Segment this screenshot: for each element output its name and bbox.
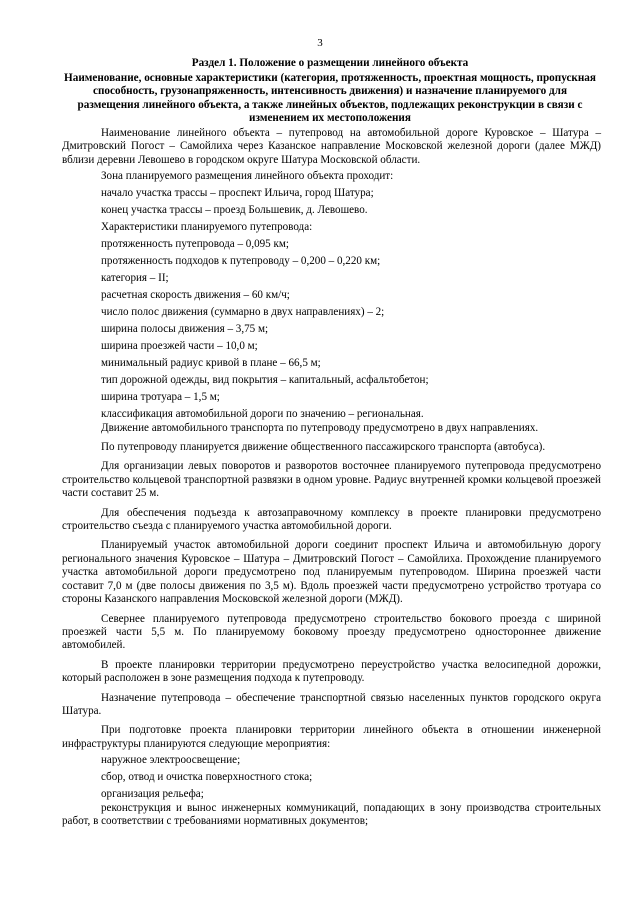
measure-item: наружное электроосвещение; bbox=[101, 754, 241, 767]
characteristic-item: число полос движения (суммарно в двух направлениях) – 2; bbox=[101, 306, 385, 319]
side-passage-paragraph: Севернее планируемого путепровода предусмотрено строительство бокового проезда с шириной проезжей части 5,5 м. По планируемому боковому проезду предусмотрено одностороннее движение автомобилей. bbox=[62, 612, 601, 652]
zone-end-item: конец участка трассы – проезд Большевик, д. Левошево. bbox=[101, 204, 368, 217]
intro-paragraph: Наименование линейного объекта – путепровод на автомобильной дороге Куровское – Шатура – Дмитровский Погост – Самойлиха через Казанское направление Московской железной дороги (далее МЖД) вблизи деревни Левошево в городском округе Шатура Московской области. bbox=[62, 127, 601, 166]
characteristic-item: протяженность путепровода – 0,095 км; bbox=[101, 238, 289, 251]
connection-paragraph: Планируемый участок автомобильной дороги соединит проспект Ильича и автомобильную дорогу регионального значения Куровское – Шатура – Дмитровский Погост – Самойлиха. Прохождение планируемого участка автомобильной дороги предусмотрено под планируемым путепроводом. Ширина проезжей части составит 7,0 м (две полосы движения по 3,5 м). Вдоль проезжей части предусмотрено устройство тротуара со стороны Казанского направления Московской железной дороги (МЖД). bbox=[62, 539, 601, 606]
measure-item: сбор, отвод и очистка поверхностного стока; bbox=[101, 771, 313, 784]
characteristic-item: тип дорожной одежды, вид покрытия – капитальный, асфальтобетон; bbox=[101, 374, 429, 387]
relocation-paragraph: реконструкция и вынос инженерных коммуникаций, попадающих в зону производства строительных работ, в соответствии с требованиями нормативных документов; bbox=[62, 801, 601, 827]
characteristic-item: ширина полосы движения – 3,75 м; bbox=[101, 323, 269, 336]
purpose-paragraph: Назначение путепровода – обеспечение транспортной связью населенных пунктов городского округа Шатура. bbox=[62, 691, 601, 717]
characteristic-item: категория – II; bbox=[101, 272, 169, 285]
characteristics-heading: Характеристики планируемого путепровода: bbox=[101, 221, 313, 234]
characteristic-item: ширина проезжей части – 10,0 м; bbox=[101, 340, 258, 353]
document-body bbox=[62, 127, 601, 828]
characteristic-item: протяженность подходов к путепроводу – 0,200 – 0,220 км; bbox=[101, 255, 381, 268]
zone-heading: Зона планируемого размещения линейного объекта проходит: bbox=[101, 170, 394, 183]
measure-item: организация рельефа; bbox=[101, 788, 204, 801]
characteristic-item: классификация автомобильной дороги по значению – региональная. bbox=[101, 408, 424, 421]
section-title: Раздел 1. Положение о размещении линейного объекта bbox=[191, 57, 469, 69]
roundabout-paragraph: Для организации левых поворотов и разворотов восточнее планируемого путепровода предусмотрено строительство кольцевой транспортной развязки в одном уровне. Радиус внутренней кромки кольцевой проезжей части составит 25 м. bbox=[62, 460, 601, 500]
traffic-paragraph: Движение автомобильного транспорта по путепроводу предусмотрено в двух направлениях. bbox=[101, 421, 539, 434]
page-number: 3 bbox=[317, 37, 323, 49]
characteristic-item: ширина тротуара – 1,5 м; bbox=[101, 391, 220, 404]
section-subtitle: Наименование, основные характеристики (категория, протяженность, проектная мощность, пропускная способность, грузонапряженность, интенсивность движения) и назначение планируемого для размещения линейного объекта, а также линейных объектов, подлежащих реконструкции в связи с изменением их местоположения bbox=[64, 71, 596, 125]
characteristic-item: минимальный радиус кривой в плане – 66,5 м; bbox=[101, 357, 321, 370]
bus-paragraph: По путепроводу планируется движение общественного пассажирского транспорта (автобуса). bbox=[101, 441, 546, 454]
section-heading bbox=[62, 57, 598, 126]
engineering-paragraph: При подготовке проекта планировки территории линейного объекта в отношении инженерной инфраструктуры планируются следующие мероприятия: bbox=[62, 724, 601, 750]
bike-path-paragraph: В проекте планировки территории предусмотрено переустройство участка велосипедной дорожки, который расположен в зоне размещения подхода к путепроводу. bbox=[62, 658, 601, 685]
characteristic-item: расчетная скорость движения – 60 км/ч; bbox=[101, 289, 290, 302]
zone-start-item: начало участка трассы – проспект Ильича, город Шатура; bbox=[101, 187, 374, 200]
fuel-station-paragraph: Для обеспечения подъезда к автозаправочному комплексу в проекте планировки предусмотрено строительство съезда с планируемого участка автомобильной дороги. bbox=[62, 506, 601, 533]
